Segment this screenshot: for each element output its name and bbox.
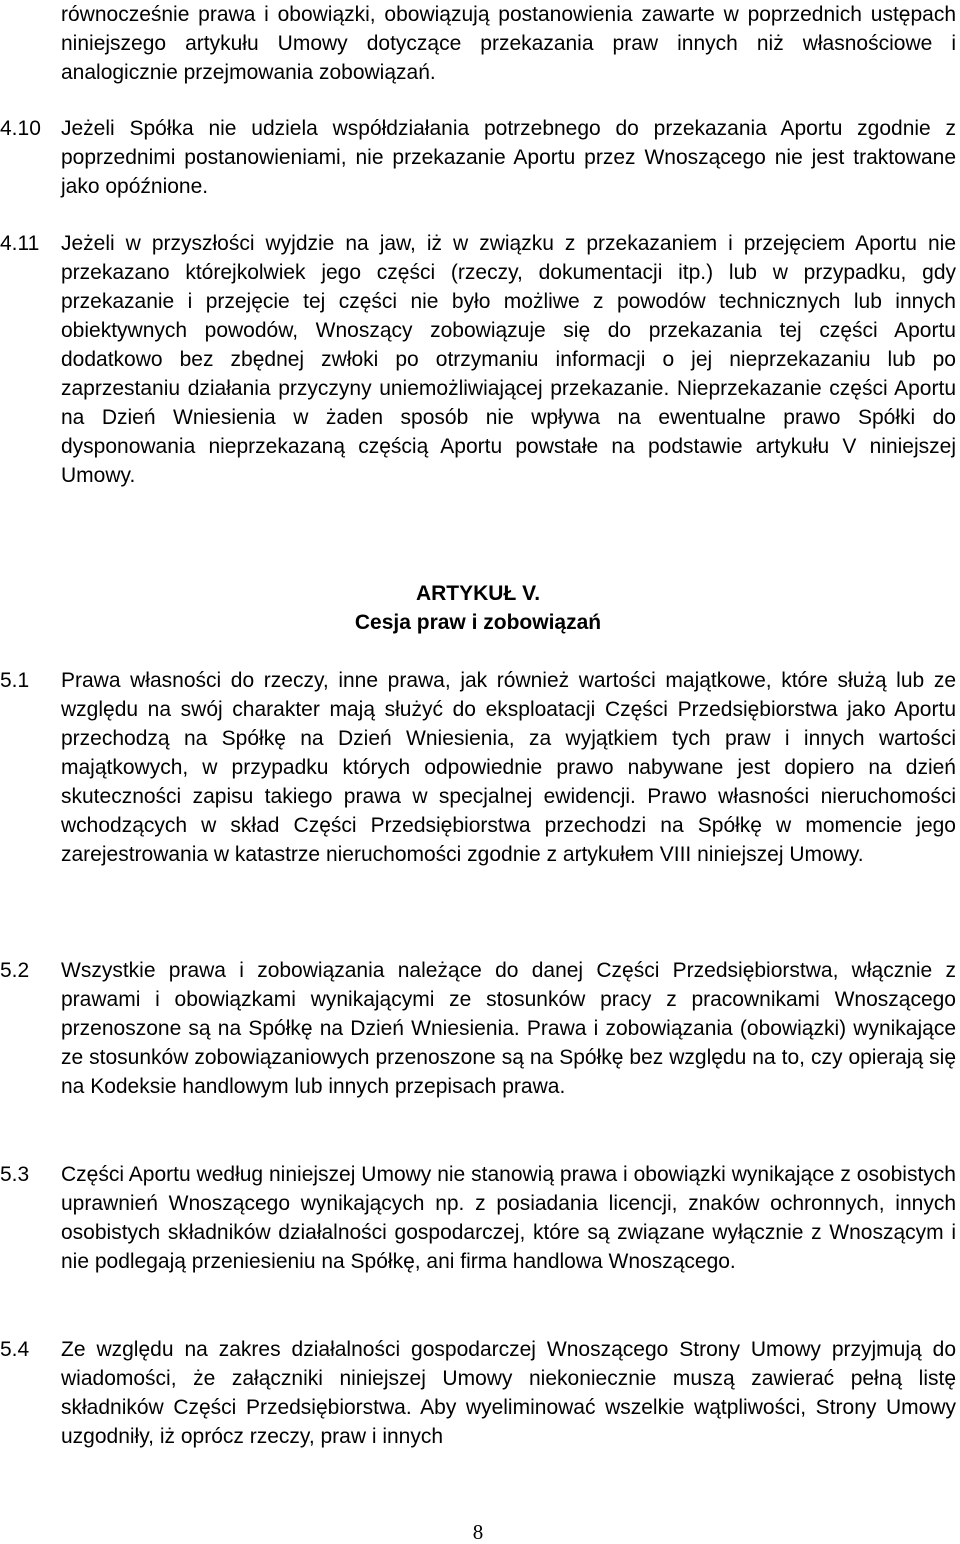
- clause-5-1: [0, 666, 956, 869]
- clause-number: 4.11: [0, 232, 40, 255]
- clause-text: Prawa własności do rzeczy, inne prawa, jak również wartości majątkowe, które służą lub ze względu na swój charakter mają służyć do eksploatacji Części Przedsiębiorstwa jako Aportu przechodzą na Spółkę na Dzień Wniesienia, za wyjątkiem tych praw i innych wartości majątkowych, w przypadku których odpowiednie prawo nabywane jest dopiero na dzień skuteczności zapisu takiego prawa w specjalnej ewidencji. Prawo własności nieruchomości wchodzących w skład Części Przedsiębiorstwa przechodzi na Spółkę w momencie jego zarejestrowania w katastrze nieruchomości zgodnie z artykułem VIII niniejszej Umowy.: [61, 669, 956, 866]
- clause-5-3: [0, 1160, 956, 1276]
- clause-number: 4.10: [0, 117, 41, 140]
- clause-4-11: [0, 229, 956, 490]
- clause-5-2: [0, 956, 956, 1101]
- clause-text: Wszystkie prawa i zobowiązania należące do danej Części Przedsiębiorstwa, włącznie z prawami i obowiązkami wynikającymi ze stosunków pracy z pracownikami Wnoszącego przenoszone są na Spółkę na Dzień Wniesienia. Prawa i zobowiązania (obowiązki) wynikające ze stosunków zobowiązaniowych przenoszone są na Spółkę bez względu na to, czy opierają się na Kodeksie handlowym lub innych przepisach prawa.: [61, 959, 956, 1098]
- clause-number: 5.4: [0, 1338, 30, 1361]
- clause-text: Części Aportu według niniejszej Umowy nie stanowią prawa i obowiązki wynikające z osobistych uprawnień Wnoszącego wynikających np. z posiadania licencji, znaków ochronnych, innych osobistych składników działalności gospodarczej, które są związane wyłącznie z Wnoszącym i nie podlegają przeniesieniu na Spółkę, ani firma handlowa Wnoszącego.: [61, 1163, 956, 1273]
- clause-5-4: [0, 1335, 956, 1451]
- clause-number: 5.3: [0, 1163, 30, 1186]
- page-number: 8: [472, 1520, 484, 1544]
- clause-text: Jeżeli Spółka nie udziela współdziałania potrzebnego do przekazania Aportu zgodnie z poprzednimi postanowieniami, nie przekazanie Aportu przez Wnoszącego nie jest traktowane jako opóźnione.: [61, 117, 956, 198]
- article-subtitle: Cesja praw i zobowiązań: [354, 611, 602, 634]
- paragraph-text: równocześnie prawa i obowiązki, obowiązują postanowienia zawarte w poprzednich ustępach niniejszego artykułu Umowy dotyczące przekazania praw innych niż własnościowe i analogicznie przejmowania zobowiązań.: [61, 3, 956, 84]
- article-title: ARTYKUŁ V.: [415, 582, 541, 605]
- clause-text: Jeżeli w przyszłości wyjdzie na jaw, iż w związku z przekazaniem i przejęciem Aportu nie przekazano którejkolwiek jego części (rzeczy, dokumentacji itp.) lub w przypadku, gdy przekazanie i przejęcie tej części nie było możliwe z powodów technicznych lub innych obiektywnych powodów, Wnoszący zobowiązuje się do przekazania tej części Aportu dodatkowo bez zbędnej zwłoki po otrzymaniu informacji o jej nieprzekazaniu lub po zaprzestaniu działania przyczyny uniemożliwiającej przekazanie. Nieprzekazanie części Aportu na Dzień Wniesienia w żaden sposób nie wpływa na ewentualne prawo Spółki do dysponowania nieprzekazaną częścią Aportu powstałe na podstawie artykułu V niniejszej Umowy.: [61, 232, 956, 487]
- clause-text: Ze względu na zakres działalności gospodarczej Wnoszącego Strony Umowy przyjmują do wiadomości, że załączniki niniejszej Umowy niekoniecznie muszą zawierać pełną listę składników Części Przedsiębiorstwa. Aby wyeliminować wszelkie wątpliwości, Strony Umowy uzgodniły, iż oprócz rzeczy, praw i innych: [61, 1338, 956, 1448]
- intro-paragraph: [0, 0, 956, 87]
- clause-number: 5.2: [0, 959, 30, 982]
- clause-number: 5.1: [0, 669, 30, 692]
- clause-4-10: [0, 114, 956, 201]
